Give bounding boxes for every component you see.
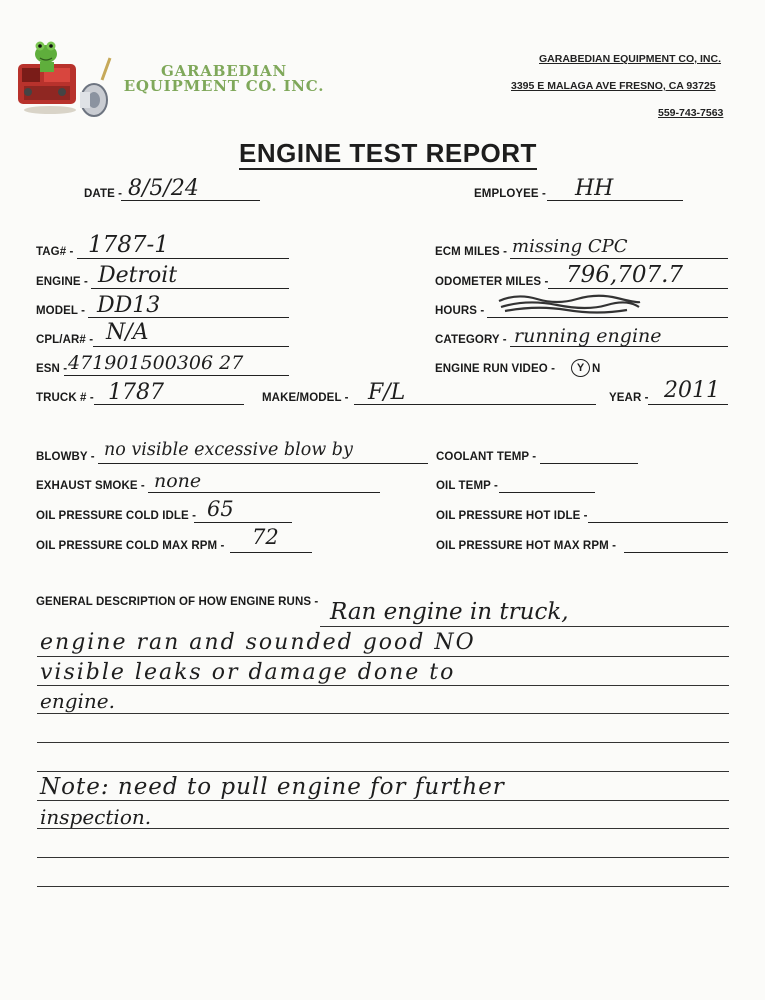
rule-line-4 <box>37 713 729 714</box>
value-tag: 1787-1 <box>88 232 169 258</box>
label-make-model: MAKE/MODEL - <box>262 392 349 404</box>
company-name: GARABEDIAN EQUIPMENT CO, INC. <box>539 53 722 65</box>
line-hours <box>487 317 728 318</box>
logo-company-name <box>112 64 336 94</box>
label-oil-pressure-hot-idle: OIL PRESSURE HOT IDLE - <box>436 510 588 522</box>
label-general-description: GENERAL DESCRIPTION OF HOW ENGINE RUNS - <box>36 596 319 608</box>
rule-line-1 <box>320 626 729 627</box>
company-logo <box>14 30 114 122</box>
label-engine: ENGINE - <box>36 276 88 288</box>
line-tag <box>77 258 289 259</box>
line-oil-pressure-cold-idle <box>194 522 292 523</box>
description-line-7: inspection. <box>40 805 152 829</box>
label-truck: TRUCK # - <box>36 392 94 404</box>
value-odometer: 796,707.7 <box>566 262 684 288</box>
description-line-3: visible leaks or damage done to <box>40 660 456 685</box>
rule-line-3 <box>37 685 729 686</box>
label-odometer: ODOMETER MILES - <box>435 276 549 288</box>
label-oil-pressure-cold-max: OIL PRESSURE COLD MAX RPM - <box>36 540 225 552</box>
line-oil-pressure-cold-max <box>230 552 312 553</box>
line-exhaust-smoke <box>148 492 380 493</box>
hours-scribble-mark <box>497 293 642 315</box>
label-category: CATEGORY - <box>435 334 507 346</box>
logo-frog-engine-icon <box>14 30 114 122</box>
logo-line-1: GARABEDIAN <box>160 62 288 80</box>
line-esn <box>64 375 289 376</box>
label-run-video: ENGINE RUN VIDEO - <box>435 363 556 375</box>
line-cpl <box>93 346 289 347</box>
value-engine: Detroit <box>98 263 178 288</box>
value-exhaust-smoke: none <box>154 470 202 492</box>
line-coolant-temp <box>540 463 638 464</box>
label-coolant-temp: COOLANT TEMP - <box>436 451 537 463</box>
line-odometer <box>548 288 728 289</box>
rule-line-2 <box>37 656 729 657</box>
company-phone: 559-743-7563 <box>658 107 724 119</box>
rule-line-10 <box>37 886 729 887</box>
line-blowby <box>98 463 428 464</box>
label-oil-temp: OIL TEMP - <box>436 480 498 492</box>
value-oil-pressure-cold-idle: 65 <box>207 497 234 521</box>
label-year: YEAR - <box>609 392 649 404</box>
line-year <box>648 404 728 405</box>
run-video-yes-circled: Y <box>571 359 590 377</box>
run-video-no-option: N <box>592 363 601 375</box>
value-oil-pressure-cold-max: 72 <box>252 525 279 549</box>
line-oil-pressure-hot-idle <box>588 522 728 523</box>
label-oil-pressure-cold-idle: OIL PRESSURE COLD IDLE - <box>36 510 197 522</box>
value-date: 8/5/24 <box>128 176 199 201</box>
rule-line-7 <box>37 800 729 801</box>
value-esn: 471901500306 27 <box>68 352 244 374</box>
description-line-6: Note: need to pull engine for further <box>40 774 505 800</box>
value-make-model: F/L <box>368 380 406 405</box>
company-address: 3395 E MALAGA AVE FRESNO, CA 93725 <box>511 80 716 92</box>
line-oil-pressure-hot-max <box>624 552 728 553</box>
label-blowby: BLOWBY - <box>36 451 95 463</box>
line-engine <box>91 288 289 289</box>
line-oil-temp <box>499 492 595 493</box>
page-title: ENGINE TEST REPORT <box>239 138 537 168</box>
value-year: 2011 <box>664 378 720 403</box>
description-line-4: engine. <box>40 689 115 713</box>
label-model: MODEL - <box>36 305 86 317</box>
label-hours: HOURS - <box>435 305 485 317</box>
label-tag: TAG# - <box>36 246 74 258</box>
rule-line-5 <box>37 742 729 743</box>
label-date: DATE - <box>84 188 123 200</box>
line-ecm-miles <box>510 258 728 259</box>
rule-line-9 <box>37 857 729 858</box>
value-blowby: no visible excessive blow by <box>104 440 353 460</box>
label-esn: ESN - <box>36 363 68 375</box>
logo-line-2: EQUIPMENT CO. INC. <box>123 77 325 95</box>
label-cpl: CPL/AR# - <box>36 334 94 346</box>
value-model: DD13 <box>97 293 161 318</box>
label-employee: EMPLOYEE - <box>474 188 546 200</box>
description-line-1: Ran engine in truck, <box>330 599 569 625</box>
value-truck: 1787 <box>108 380 164 405</box>
label-oil-pressure-hot-max: OIL PRESSURE HOT MAX RPM - <box>436 540 617 552</box>
value-employee: HH <box>575 176 614 201</box>
value-category: running engine <box>514 325 662 347</box>
label-exhaust-smoke: EXHAUST SMOKE - <box>36 480 145 492</box>
value-cpl: N/A <box>106 320 149 345</box>
value-ecm-miles: missing CPC <box>512 236 628 257</box>
label-ecm-miles: ECM MILES - <box>435 246 508 258</box>
rule-line-6 <box>37 771 729 772</box>
line-employee <box>547 200 683 201</box>
description-line-2: engine ran and sounded good NO <box>40 630 476 655</box>
